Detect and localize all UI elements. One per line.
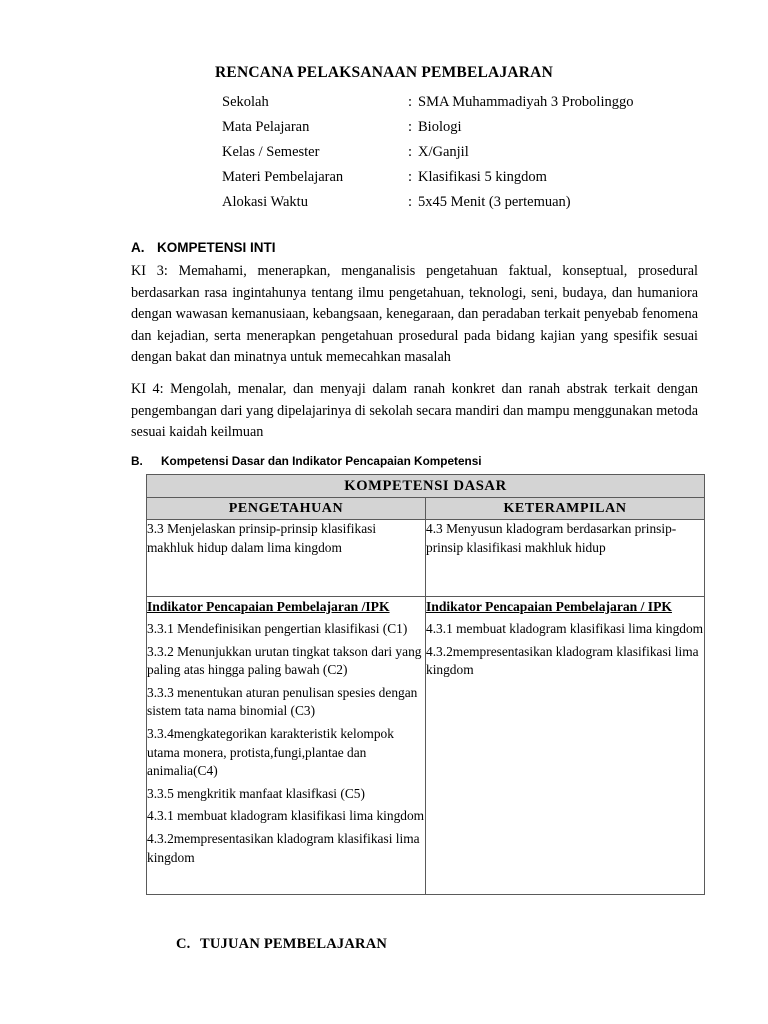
section-c-title: TUJUAN PEMBELAJARAN bbox=[200, 936, 388, 952]
identity-label: Kelas / Semester bbox=[222, 144, 320, 160]
table-cell-kd-keterampilan bbox=[426, 520, 705, 597]
identity-value: 5x45 Menit (3 pertemuan) bbox=[418, 194, 571, 210]
kd-pengetahuan-text: 3.3 Menjelaskan prinsip-prinsip klasifikasi makhluk hidup dalam lima kingdom bbox=[147, 521, 377, 555]
section-a-heading bbox=[131, 240, 276, 255]
ipk-item: 4.3.1 membuat kladogram klasifikasi lima kingdom bbox=[147, 808, 425, 824]
identity-label: Mata Pelajaran bbox=[222, 119, 310, 135]
section-c-heading bbox=[176, 936, 387, 953]
identity-colon: : bbox=[408, 144, 413, 160]
ipk-keterampilan-title: Indikator Pencapaian Pembelajaran / IPK bbox=[426, 599, 672, 614]
identity-value: X/Ganjil bbox=[418, 144, 469, 160]
ipk-item: 3.3.5 mengkritik manfaat klasifkasi (C5) bbox=[147, 785, 365, 801]
ipk-item: 4.3.2mempresentasikan kladogram klasifikasi lima kingdom bbox=[426, 643, 699, 678]
identity-label: Sekolah bbox=[222, 94, 269, 110]
table-main-header-cell: KOMPETENSI DASAR bbox=[147, 475, 705, 498]
table-cell-ipk-pengetahuan bbox=[147, 597, 426, 895]
kompetensi-dasar-table bbox=[146, 474, 705, 895]
identity-row bbox=[222, 194, 692, 219]
ipk-pengetahuan-title: Indikator Pencapaian Pembelajaran /IPK bbox=[147, 599, 390, 614]
ipk-item: 3.3.1 Mendefinisikan pengertian klasifikasi (C1) bbox=[147, 621, 408, 636]
section-a-title: KOMPETENSI INTI bbox=[157, 240, 276, 255]
table-cell-kd-pengetahuan bbox=[147, 520, 426, 597]
ipk-item: 3.3.4mengkategorikan karakteristik kelompok utama monera, protista,fungi,plantae dan animalia(C4) bbox=[147, 725, 394, 779]
identity-colon: : bbox=[408, 194, 413, 210]
document-title: RENCANA PELAKSANAAN PEMBELAJARAN bbox=[215, 64, 553, 81]
section-b-title: Kompetensi Dasar dan Indikator Pencapaian Kompetensi bbox=[161, 454, 482, 468]
table-row-column-headers bbox=[147, 498, 705, 520]
identity-value: Klasifikasi 5 kingdom bbox=[418, 169, 547, 185]
section-b-heading bbox=[131, 454, 482, 468]
kompetensi-inti-4-paragraph: KI 4: Mengolah, menalar, dan menyaji dalam ranah konkret dan ranah abstrak terkait dengan pengembangan dari yang dipelajarinya di sekolah secara mandiri dan mampu menggunakan metoda sesuai kaidah keilmuan bbox=[131, 381, 698, 440]
identity-block bbox=[222, 94, 692, 219]
identity-colon: : bbox=[408, 169, 413, 185]
table-header-keterampilan: KETERAMPILAN bbox=[426, 498, 705, 520]
identity-row bbox=[222, 119, 692, 144]
section-c-letter: C. bbox=[176, 936, 191, 952]
kd-keterampilan-text: 4.3 Menyusun kladogram berdasarkan prinsip-prinsip klasifikasi makhluk hidup bbox=[426, 521, 677, 555]
identity-colon: : bbox=[408, 94, 413, 110]
identity-row bbox=[222, 94, 692, 119]
kompetensi-inti-3-paragraph: KI 3: Memahami, menerapkan, menganalisis pengetahuan faktual, konseptual, prosedural berdasarkan rasa ingintahunya tentang ilmu pengetahuan, teknologi, seni, budaya, dan humaniora dengan wawasan kemanusiaan, kebangsaan, kenegaraan, dan peradaban terkait penyebab fenomena dan kejadian, serta menerapkan pengetahuan prosedural pada bidang kajian yang spesifik sesuai dengan bakat dan minatnya untuk memecahkan masalah bbox=[131, 263, 698, 365]
identity-colon: : bbox=[408, 119, 413, 135]
ipk-item: 4.3.2mempresentasikan kladogram klasifikasi lima kingdom bbox=[147, 830, 420, 865]
identity-value: Biologi bbox=[418, 119, 462, 135]
identity-label: Materi Pembelajaran bbox=[222, 169, 344, 185]
identity-row bbox=[222, 144, 692, 169]
ipk-item: 3.3.3 menentukan aturan penulisan spesies dengan sistem tata nama binomial (C3) bbox=[147, 684, 418, 719]
identity-row bbox=[222, 169, 692, 194]
table-header-pengetahuan: PENGETAHUAN bbox=[147, 498, 426, 520]
identity-label: Alokasi Waktu bbox=[222, 194, 308, 210]
section-b-letter: B. bbox=[131, 454, 143, 468]
table-row-kompetensi-dasar bbox=[147, 520, 705, 597]
ipk-item: 3.3.2 Menunjukkan urutan tingkat takson dari yang paling atas hingga paling bawah (C2) bbox=[147, 643, 422, 678]
identity-value: SMA Muhammadiyah 3 Probolinggo bbox=[418, 94, 634, 110]
section-a-letter: A. bbox=[131, 240, 145, 255]
table-row-ipk bbox=[147, 597, 705, 895]
table-row-main-header bbox=[147, 475, 705, 498]
ipk-item: 4.3.1 membuat kladogram klasifikasi lima kingdom bbox=[426, 621, 704, 636]
table-cell-ipk-keterampilan bbox=[426, 597, 705, 895]
